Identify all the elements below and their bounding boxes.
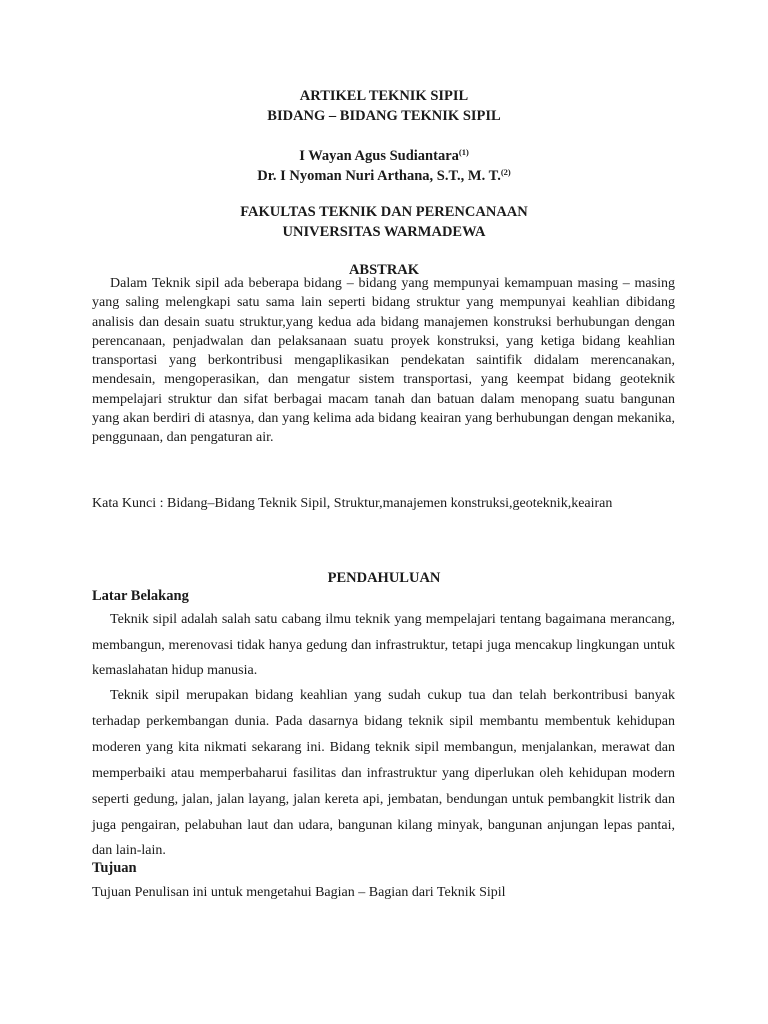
author-1-name: I Wayan Agus Sudiantara xyxy=(299,148,459,164)
author-2 xyxy=(92,166,676,186)
author-2-mark: (2) xyxy=(500,167,511,177)
purpose-heading: Tujuan xyxy=(92,860,137,876)
introduction-heading: PENDAHULUAN xyxy=(327,570,441,586)
background-heading: Latar Belakang xyxy=(92,588,189,604)
abstract-text: Dalam Teknik sipil ada beberapa bidang – bidang yang mempunyai kemampuan masing – masing yang saling melengkapi satu sama lain seperti bidang struktur yang mempunyai keahlian dibidang analisis dan desain suatu struktur,yang kedua ada bidang manajemen konstruksi berhubungan dengan perencanaan, penjadwalan dan pelaksanaan suatu proyek konstruksi, yang ketiga bidang keahlian transportasi yang berkontribusi mengaplikasikan pendekatan saintifik didalam merencanakan, mendesain, mengoperasikan, dan mengatur sistem transportasi, yang keempat bidang geoteknik mempelajari struktur dan sifat berbagai macam tanah dan batuan dalam menopang suatu bangunan yang akan berdiri di atasnya, dan yang kelima ada bidang keairan yang berhubungan dengan mekanika, penggunaan, dan pengaturan air. xyxy=(92,276,675,446)
background-paragraph-1: Teknik sipil adalah salah satu cabang ilmu teknik yang mempelajari tentang bagaimana merancang, membangun, merenovasi tidak hanya gedung dan infrastruktur, tetapi juga mencakup lingkungan untuk kemaslahatan hidup manusia. xyxy=(92,612,675,679)
institution-university: UNIVERSITAS WARMADEWA xyxy=(282,224,486,240)
keywords: Kata Kunci : Bidang–Bidang Teknik Sipil, Struktur,manajemen konstruksi,geoteknik,keairan xyxy=(92,496,613,511)
author-1 xyxy=(92,146,676,166)
author-2-name: Dr. I Nyoman Nuri Arthana, S.T., M. T. xyxy=(257,168,501,184)
article-title: ARTIKEL TEKNIK SIPIL xyxy=(299,88,469,104)
author-1-mark: (1) xyxy=(458,147,469,157)
institution-faculty: FAKULTAS TEKNIK DAN PERENCANAAN xyxy=(240,204,528,220)
article-subtitle: BIDANG – BIDANG TEKNIK SIPIL xyxy=(267,108,501,124)
purpose-text: Tujuan Penulisan ini untuk mengetahui Bagian – Bagian dari Teknik Sipil xyxy=(92,885,506,900)
background-paragraph-2: Teknik sipil merupakan bidang keahlian yang sudah cukup tua dan telah berkontribusi banyak terhadap perkembangan dunia. Pada dasarnya bidang teknik sipil membantu membentuk kehidupan moderen yang kita nikmati sekarang ini. Bidang teknik sipil membangun, menjalankan, merawat dan memperbaiki atau memperbaharui fasilitas dan infrastruktur yang diperlukan oleh kehidupan modern seperti gedung, jalan, jalan layang, jalan kereta api, jembatan, bendungan untuk pembangkit listrik dan juga pengairan, pelabuhan laut dan udara, bangunan kilang minyak, bangunan anjungan lepas pantai, dan lain-lain. xyxy=(92,688,675,859)
abstract-heading: ABSTRAK xyxy=(348,262,420,278)
